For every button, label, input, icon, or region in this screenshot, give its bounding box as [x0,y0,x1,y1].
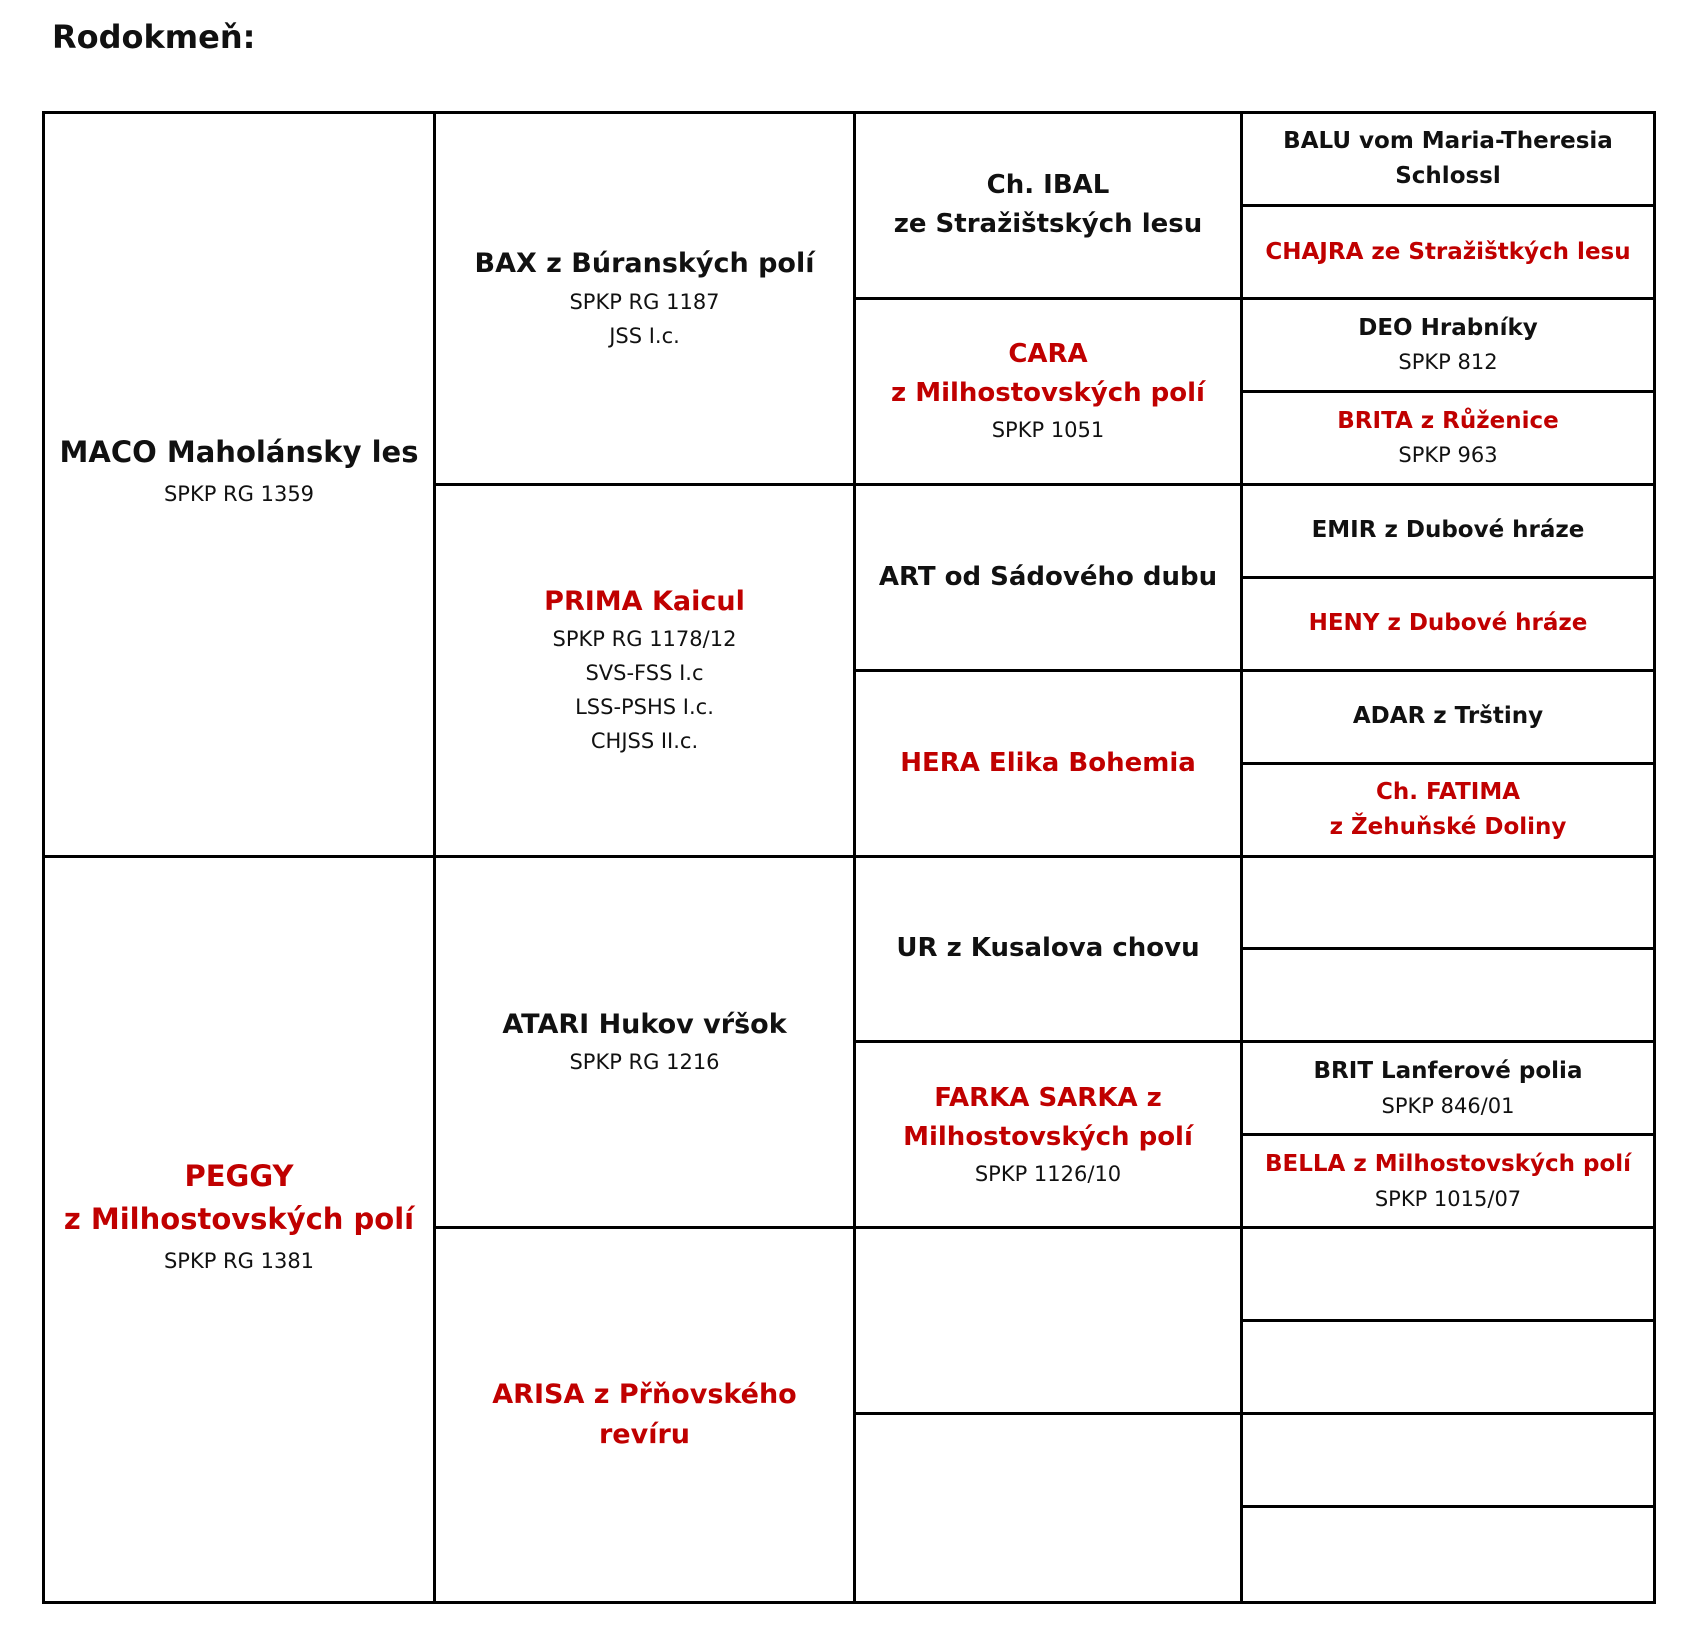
dog-detail-line: SPKP RG 1178/12 [552,627,737,652]
pedigree-cell-gen1-0 [45,114,436,858]
dog-name-line: BALU vom Maria-Theresia [1283,128,1613,155]
dog-name-line: CARA [1008,339,1088,370]
pedigree-cell-gen2-3 [436,1229,856,1601]
dog-detail-line: SPKP 963 [1398,443,1498,468]
pedigree-table [42,111,1656,1604]
pedigree-cell-gen4-1 [1243,207,1653,300]
dog-name-line: BRIT Lanferové polia [1313,1058,1583,1085]
dog-detail-line: CHJSS II.c. [590,729,699,754]
pedigree-cell-gen4-3 [1243,393,1653,486]
dog-name-line: z Milhostovských polí [891,378,1205,409]
pedigree-cell-gen2-2 [436,858,856,1230]
pedigree-cell-gen3-7 [856,1415,1243,1601]
page-title: Rodokmeň: [52,18,256,56]
dog-detail-line: SVS-FSS I.c [585,661,704,686]
dog-detail-line: JSS I.c. [609,323,680,348]
pedigree-cell-gen3-6 [856,1229,1243,1415]
dog-name-line: z Žehuňské Doliny [1329,813,1567,840]
dog-name-line: z Milhostovských polí [63,1202,415,1237]
dog-name-line: Schlossl [1395,162,1501,189]
dog-name-line: HERA Elika Bohemia [900,747,1196,778]
pedigree-cell-gen4-0 [1243,114,1653,207]
pedigree-cell-gen4-4 [1243,486,1653,579]
pedigree-cell-gen4-10 [1243,1043,1653,1136]
dog-name-line: BAX z Búranských polí [474,248,815,280]
dog-detail-line: SPKP 1015/07 [1374,1186,1522,1211]
dog-name-line: BELLA z Milhostovských polí [1264,1151,1632,1178]
dog-name-line: ARISA z Přňovského revíru [492,1378,797,1451]
dog-name-line: Ch. FATIMA [1375,779,1521,806]
dog-name-line: HENY z Dubové hráze [1308,610,1588,637]
pedigree-cell-gen4-15 [1243,1508,1653,1601]
dog-name-line: MACO Maholánsky les [59,435,419,470]
dog-name-line: ADAR z Trštiny [1352,703,1544,730]
dog-name-line: UR z Kusalova chovu [896,933,1200,964]
pedigree-cell-gen4-14 [1243,1415,1653,1508]
pedigree-cell-gen4-8 [1243,858,1653,951]
dog-name-line: Milhostovských polí [903,1121,1193,1152]
dog-detail-line: SPKP RG 1381 [163,1248,315,1273]
dog-name-line: ze Stražištských lesu [893,209,1203,240]
pedigree-cell-gen3-3 [856,672,1243,858]
dog-detail-line: SPKP 812 [1398,350,1498,375]
dog-detail-line: SPKP RG 1216 [569,1050,720,1075]
pedigree-cell-gen3-0 [856,114,1243,300]
pedigree-cell-gen4-12 [1243,1229,1653,1322]
dog-detail-line: SPKP RG 1359 [163,481,315,506]
pedigree-cell-gen4-2 [1243,300,1653,393]
pedigree-cell-gen1-1 [45,858,436,1602]
dog-detail-line: SPKP 1051 [991,418,1105,443]
dog-name-line: ATARI Hukov vŕšok [502,1008,787,1040]
dog-name-line: Ch. IBAL [986,170,1110,201]
dog-name-line: DEO Hrabníky [1358,314,1538,341]
pedigree-cell-gen3-4 [856,858,1243,1044]
dog-name-line: BRITA z Růženice [1337,407,1559,434]
pedigree-cell-gen4-6 [1243,672,1653,765]
dog-detail-line: SPKP 846/01 [1381,1093,1515,1118]
dog-name-line: ART od Sádového dubu [878,561,1218,592]
pedigree-cell-gen3-1 [856,300,1243,486]
pedigree-cell-gen4-9 [1243,950,1653,1043]
dog-name-line: EMIR z Dubové hráze [1311,517,1585,544]
pedigree-cell-gen2-1 [436,486,856,858]
pedigree-cell-gen3-2 [856,486,1243,672]
dog-name-line: PEGGY [184,1158,294,1193]
pedigree-cell-gen3-5 [856,1043,1243,1229]
dog-detail-line: LSS-PSHS I.c. [575,695,714,720]
pedigree-cell-gen2-0 [436,114,856,486]
pedigree-cell-gen4-11 [1243,1136,1653,1229]
dog-detail-line: SPKP 1126/10 [974,1161,1122,1186]
dog-name-line: PRIMA Kaicul [544,585,745,617]
pedigree-cell-gen4-5 [1243,579,1653,672]
dog-name-line: CHAJRA ze Stražištkých lesu [1265,238,1631,265]
pedigree-cell-gen4-13 [1243,1322,1653,1415]
dog-detail-line: SPKP RG 1187 [569,289,720,314]
dog-name-line: FARKA SARKA z [934,1082,1162,1113]
pedigree-cell-gen4-7 [1243,765,1653,858]
